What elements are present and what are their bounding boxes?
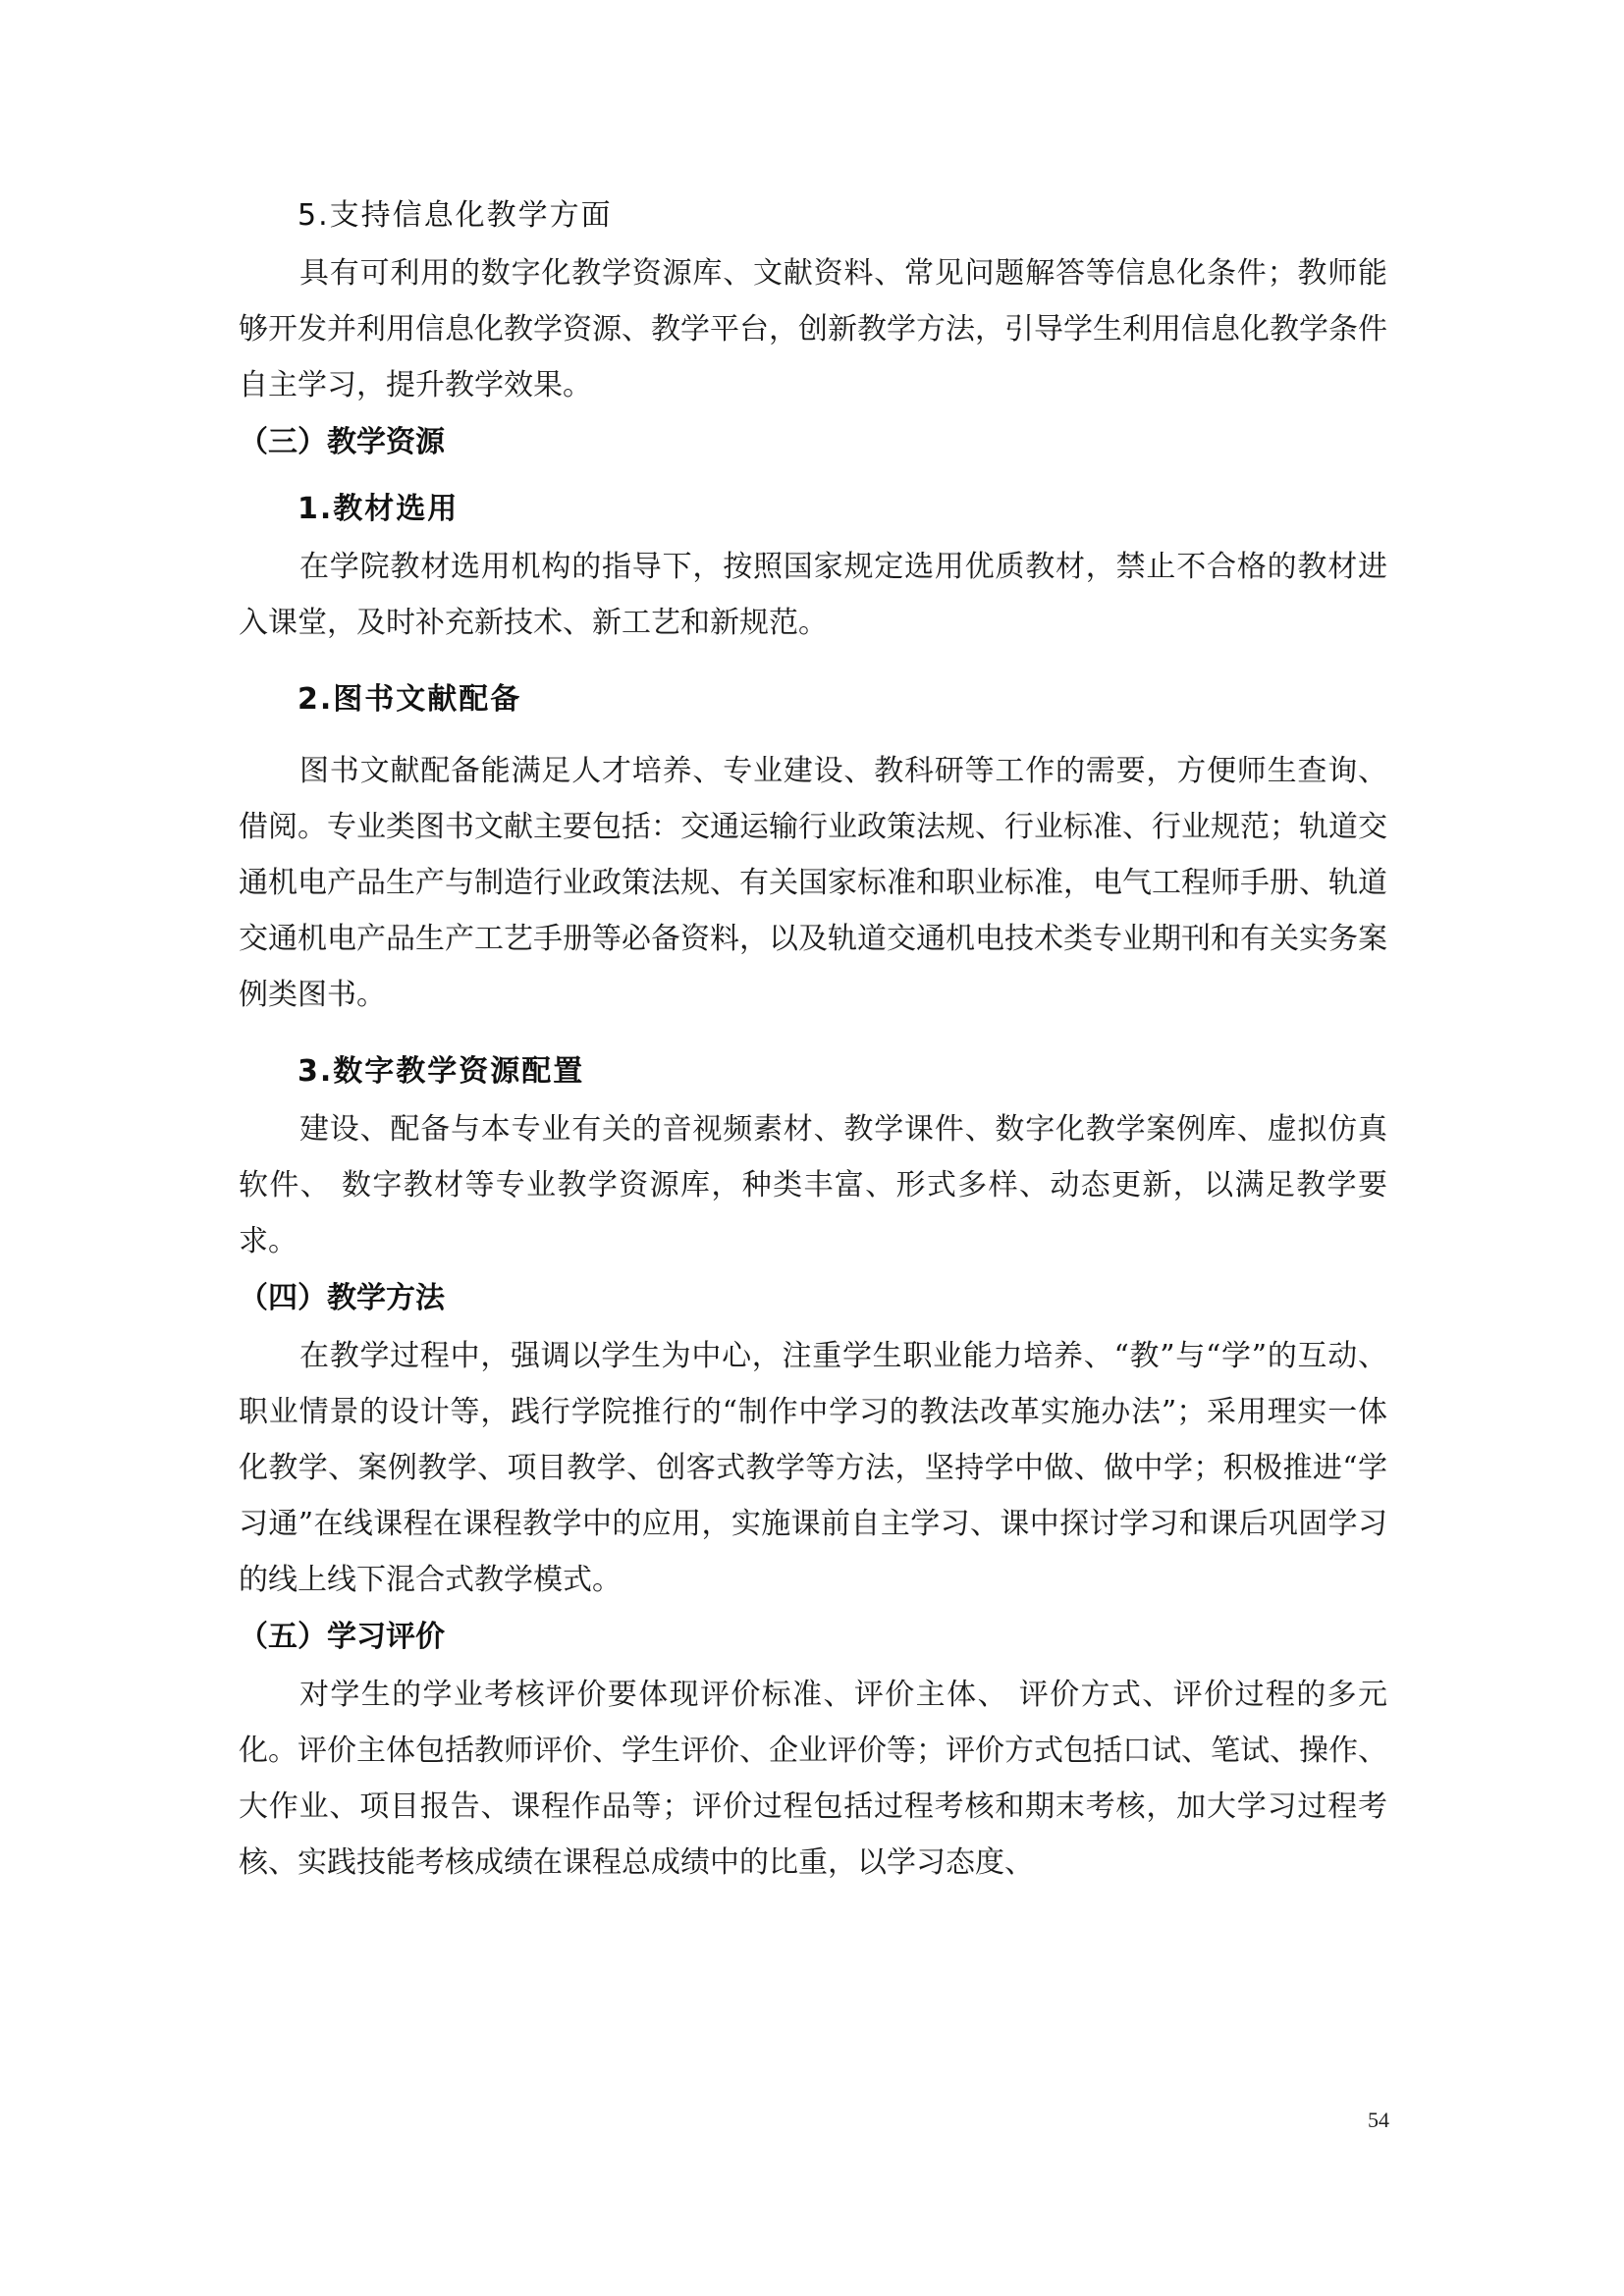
item-paragraph-textbook-selection: 在学院教材选用机构的指导下，按照国家规定选用优质教材，禁止不合格的教材进入课堂，及时补充新技术、新工艺和新规范。: [239, 550, 1387, 640]
part-heading-teaching-resources: （三）教学资源: [239, 425, 445, 459]
part-heading-learning-evaluation: （五）学习评价: [239, 1620, 445, 1654]
item-heading-digital-resources: 3.数字教学资源配置: [298, 1054, 585, 1089]
item-heading-library-resources: 2.图书文献配备: [298, 682, 522, 717]
part-heading-teaching-methods: （四）教学方法: [239, 1281, 445, 1315]
page-number: 54: [1368, 2108, 1389, 2132]
part-paragraph-teaching-methods: 在教学过程中，强调以学生为中心，注重学生职业能力培养、“教”与“学”的互动、职业情景的设计等，践行学院推行的“制作中学习的教法改革实施办法”；采用理实一体化教学、案例教学、项目教学、创客式教学等方法，坚持学中做、做中学；积极推进“学习通”在线课程在课程教学中的应用，实施课前自主学习、课中探讨学习和课后巩固学习的线上线下混合式教学模式。: [239, 1339, 1387, 1597]
item-paragraph-digital-resources: 建设、配备与本专业有关的音视频素材、教学课件、数字化教学案例库、虚拟仿真软件、 数字教材等专业教学资源库，种类丰富、形式多样、动态更新，以满足教学要求。: [239, 1112, 1387, 1258]
item-heading-textbook-selection: 1.教材选用: [298, 492, 460, 526]
page-content: [239, 192, 1387, 1891]
section-paragraph-5: 具有可利用的数字化教学资源库、文献资料、常见问题解答等信息化条件；教师能够开发并利用信息化教学资源、教学平台，创新教学方法，引导学生利用信息化教学条件自主学习，提升教学效果。: [239, 256, 1387, 402]
part-paragraph-learning-evaluation: 对学生的学业考核评价要体现评价标准、评价主体、 评价方式、评价过程的多元化。评价主体包括教师评价、学生评价、企业评价等；评价方式包括口试、笔试、操作、大作业、项目报告、课程作品等；评价过程包括过程考核和期末考核，加大学习过程考核、实践技能考核成绩在课程总成绩中的比重，以学习态度、: [239, 1678, 1387, 1880]
item-paragraph-library-resources: 图书文献配备能满足人才培养、专业建设、教科研等工作的需要，方便师生查询、借阅。专业类图书文献主要包括：交通运输行业政策法规、行业标准、行业规范；轨道交通机电产品生产与制造行业政策法规、有关国家标准和职业标准，电气工程师手册、轨道交通机电产品生产工艺手册等必备资料，以及轨道交通机电技术类专业期刊和有关实务案例类图书。: [239, 754, 1387, 1012]
section-heading-5: 5.支持信息化教学方面: [298, 198, 613, 233]
